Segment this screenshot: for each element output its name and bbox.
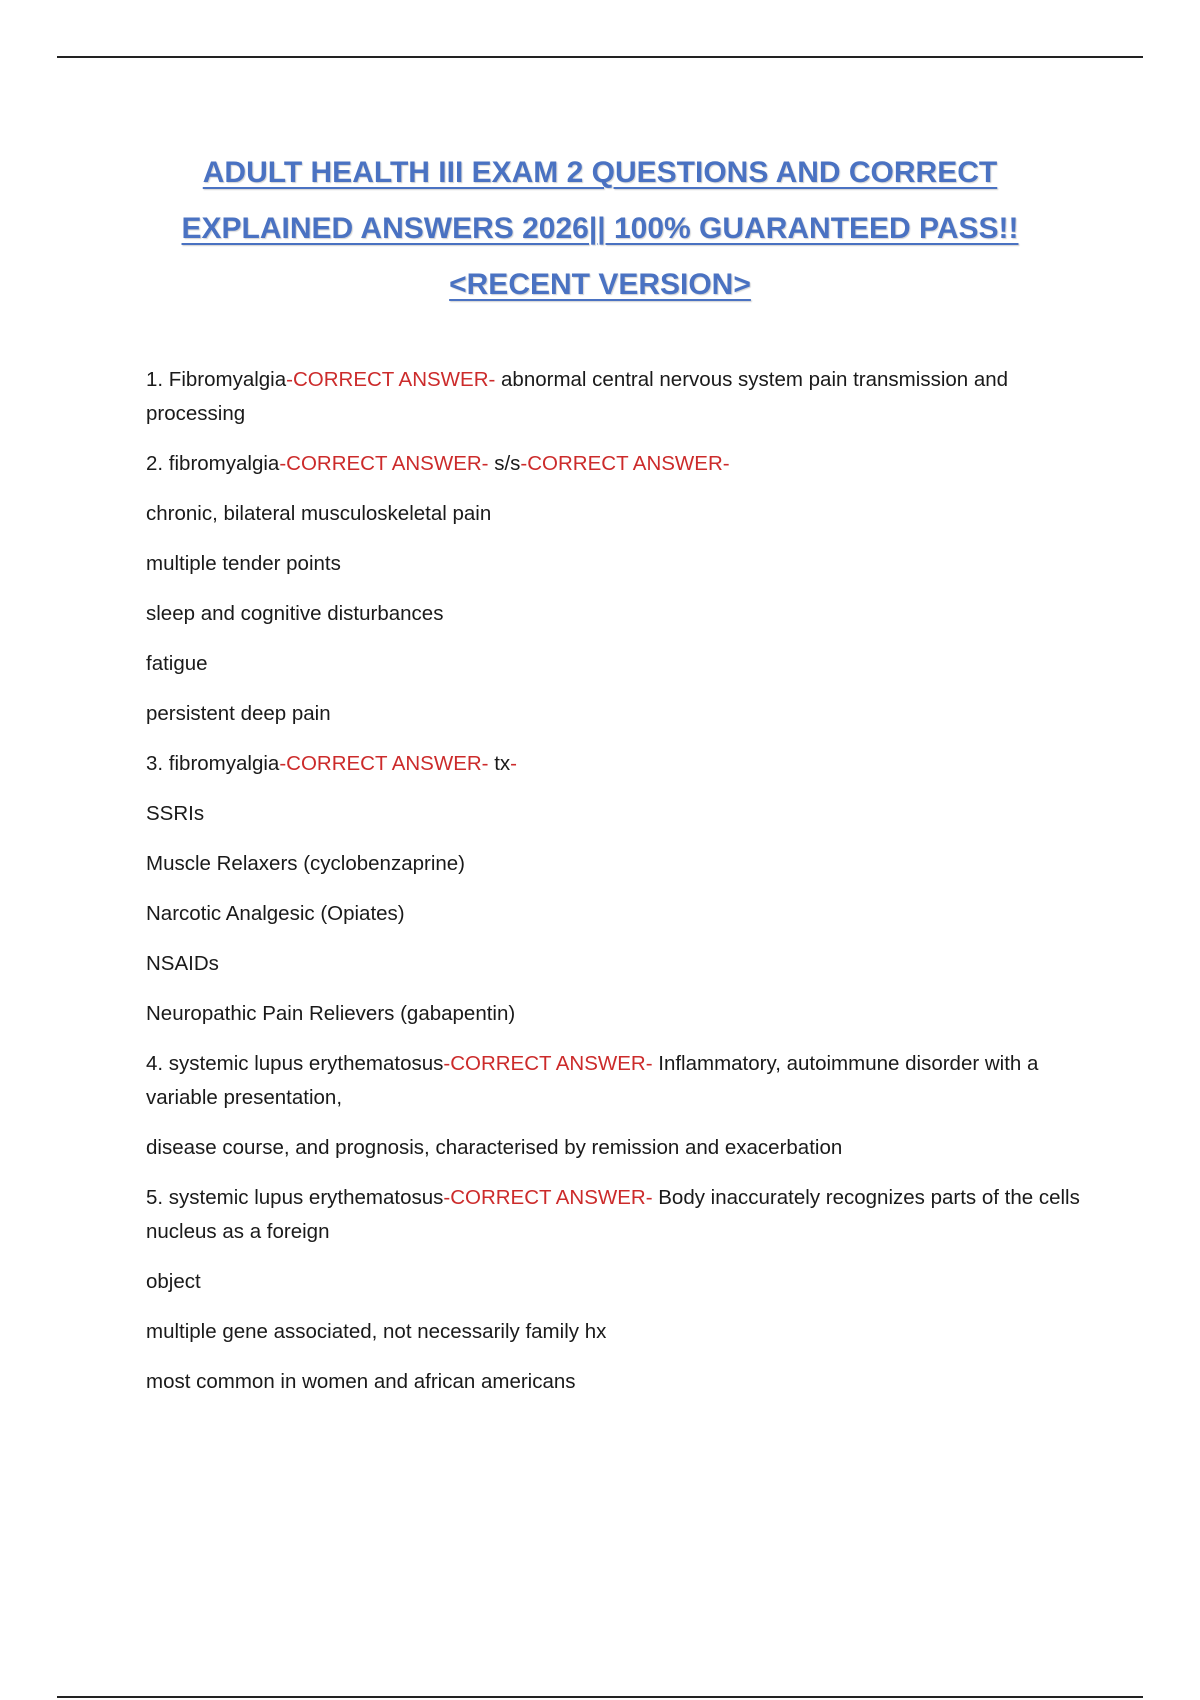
answer-line: disease course, and prognosis, characterised by remission and exacerbation bbox=[146, 1136, 843, 1159]
question-4 bbox=[146, 1047, 1086, 1115]
question-term: 1. Fibromyalgia bbox=[146, 368, 287, 391]
answer-marker: -CORRECT ANSWER- bbox=[443, 1186, 653, 1209]
answer-text: abnormal central nervous system pain transmission and processing bbox=[146, 368, 1009, 425]
answer-line: persistent deep pain bbox=[146, 702, 331, 725]
answer-line: fatigue bbox=[146, 652, 208, 675]
answer-text: Body inaccurately recognizes parts of the cells nucleus as a foreign bbox=[146, 1186, 1080, 1243]
answer-line: most common in women and african americans bbox=[146, 1370, 576, 1393]
answer-marker: -CORRECT ANSWER- bbox=[279, 752, 489, 775]
title-line-2: EXPLAINED ANSWERS 2026|| 100% GUARANTEED PASS!! bbox=[181, 212, 1019, 245]
answer-marker: -CORRECT ANSWER- bbox=[520, 452, 730, 475]
answer-marker: -CORRECT ANSWER- bbox=[279, 452, 489, 475]
answer-line: Neuropathic Pain Relievers (gabapentin) bbox=[146, 1002, 516, 1025]
answer-line: sleep and cognitive disturbances bbox=[146, 602, 444, 625]
answer-text: s/s bbox=[488, 452, 521, 475]
answer-line: NSAIDs bbox=[146, 952, 219, 975]
answer-line: multiple gene associated, not necessarily family hx bbox=[146, 1320, 607, 1343]
question-3 bbox=[146, 747, 1086, 781]
answer-line: object bbox=[146, 1270, 201, 1293]
answer-marker: -CORRECT ANSWER- bbox=[443, 1052, 653, 1075]
question-1 bbox=[146, 363, 1086, 431]
bottom-rule bbox=[57, 1696, 1143, 1698]
answer-line: Narcotic Analgesic (Opiates) bbox=[146, 902, 405, 925]
answer-text: tx bbox=[488, 752, 511, 775]
answer-line: chronic, bilateral musculoskeletal pain bbox=[146, 502, 492, 525]
answer-marker: -CORRECT ANSWER- bbox=[286, 368, 496, 391]
title-line-3: <RECENT VERSION> bbox=[449, 268, 751, 301]
question-term: 2. fibromyalgia bbox=[146, 452, 280, 475]
answer-line: SSRIs bbox=[146, 802, 205, 825]
top-rule bbox=[57, 56, 1143, 58]
question-term: 3. fibromyalgia bbox=[146, 752, 280, 775]
trailing-dash: - bbox=[510, 752, 517, 775]
answer-line: Muscle Relaxers (cyclobenzaprine) bbox=[146, 852, 466, 875]
question-5 bbox=[146, 1181, 1086, 1249]
answer-line: multiple tender points bbox=[146, 552, 341, 575]
answer-text: Inflammatory, autoimmune disorder with a variable presentation, bbox=[146, 1052, 1039, 1109]
question-2 bbox=[146, 447, 1086, 481]
question-term: 5. systemic lupus erythematosus bbox=[146, 1186, 444, 1209]
document-body bbox=[146, 363, 1086, 1415]
question-term: 4. systemic lupus erythematosus bbox=[146, 1052, 444, 1075]
document-title bbox=[100, 145, 1100, 313]
title-line-1: ADULT HEALTH III EXAM 2 QUESTIONS AND CORRECT bbox=[202, 156, 998, 189]
